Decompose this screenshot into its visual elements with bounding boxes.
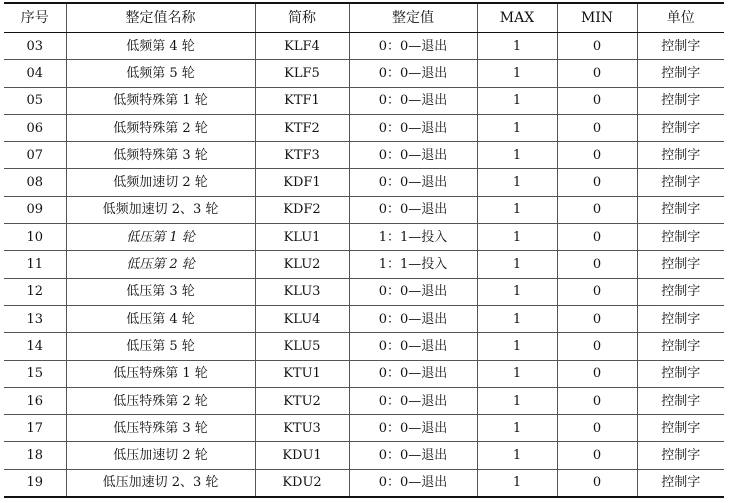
table-row xyxy=(4,224,724,251)
cell-value: 0：0—退出 xyxy=(349,114,477,141)
cell-max: 1 xyxy=(477,387,557,414)
cell-name: 低压特殊第 1 轮 xyxy=(66,360,255,387)
settings-table-container xyxy=(4,2,724,498)
cell-name: 低频特殊第 1 轮 xyxy=(66,87,255,114)
cell-unit: 控制字 xyxy=(637,33,724,60)
cell-name: 低频加速切 2、3 轮 xyxy=(66,196,255,223)
header-name: 整定值名称 xyxy=(66,3,255,33)
header-row xyxy=(4,3,724,33)
cell-abbr: KLU4 xyxy=(255,305,349,332)
cell-max: 1 xyxy=(477,114,557,141)
cell-value: 0：0—退出 xyxy=(349,196,477,223)
cell-unit: 控制字 xyxy=(637,142,724,169)
cell-min: 0 xyxy=(557,360,637,387)
cell-min: 0 xyxy=(557,114,637,141)
cell-value: 0：0—退出 xyxy=(349,60,477,87)
cell-abbr: KLF4 xyxy=(255,33,349,60)
cell-value: 1：1—投入 xyxy=(349,224,477,251)
cell-unit: 控制字 xyxy=(637,87,724,114)
cell-no: 05 xyxy=(4,87,66,114)
cell-unit: 控制字 xyxy=(637,333,724,360)
table-row xyxy=(4,415,724,442)
table-row xyxy=(4,360,724,387)
cell-value: 0：0—退出 xyxy=(349,415,477,442)
cell-no: 04 xyxy=(4,60,66,87)
cell-min: 0 xyxy=(557,251,637,278)
cell-min: 0 xyxy=(557,33,637,60)
cell-name: 低压加速切 2、3 轮 xyxy=(66,469,255,497)
cell-value: 1：1—投入 xyxy=(349,251,477,278)
cell-max: 1 xyxy=(477,87,557,114)
cell-unit: 控制字 xyxy=(637,278,724,305)
cell-unit: 控制字 xyxy=(637,196,724,223)
header-unit: 单位 xyxy=(637,3,724,33)
cell-value: 0：0—退出 xyxy=(349,333,477,360)
cell-unit: 控制字 xyxy=(637,114,724,141)
cell-min: 0 xyxy=(557,333,637,360)
cell-abbr: KTF2 xyxy=(255,114,349,141)
cell-abbr: KDU2 xyxy=(255,469,349,497)
cell-min: 0 xyxy=(557,196,637,223)
header-value: 整定值 xyxy=(349,3,477,33)
cell-value: 0：0—退出 xyxy=(349,387,477,414)
cell-abbr: KLU2 xyxy=(255,251,349,278)
cell-min: 0 xyxy=(557,169,637,196)
cell-min: 0 xyxy=(557,415,637,442)
header-min: MIN xyxy=(557,3,637,33)
cell-min: 0 xyxy=(557,469,637,497)
cell-no: 10 xyxy=(4,224,66,251)
settings-table xyxy=(4,2,724,498)
header-max: MAX xyxy=(477,3,557,33)
cell-min: 0 xyxy=(557,60,637,87)
cell-name: 低频加速切 2 轮 xyxy=(66,169,255,196)
cell-no: 13 xyxy=(4,305,66,332)
cell-name: 低压第 1 轮 xyxy=(66,224,255,251)
cell-abbr: KTF1 xyxy=(255,87,349,114)
cell-name: 低频特殊第 3 轮 xyxy=(66,142,255,169)
cell-name: 低压加速切 2 轮 xyxy=(66,442,255,469)
cell-min: 0 xyxy=(557,278,637,305)
cell-no: 08 xyxy=(4,169,66,196)
cell-no: 11 xyxy=(4,251,66,278)
cell-max: 1 xyxy=(477,33,557,60)
cell-abbr: KLU3 xyxy=(255,278,349,305)
cell-max: 1 xyxy=(477,333,557,360)
cell-abbr: KTU3 xyxy=(255,415,349,442)
cell-max: 1 xyxy=(477,278,557,305)
cell-abbr: KDF1 xyxy=(255,169,349,196)
cell-no: 14 xyxy=(4,333,66,360)
header-abbr: 简称 xyxy=(255,3,349,33)
cell-abbr: KTF3 xyxy=(255,142,349,169)
cell-name: 低频特殊第 2 轮 xyxy=(66,114,255,141)
cell-no: 07 xyxy=(4,142,66,169)
cell-name: 低压第 2 轮 xyxy=(66,251,255,278)
cell-unit: 控制字 xyxy=(637,60,724,87)
cell-no: 16 xyxy=(4,387,66,414)
table-row xyxy=(4,169,724,196)
cell-unit: 控制字 xyxy=(637,360,724,387)
cell-min: 0 xyxy=(557,305,637,332)
cell-abbr: KLU1 xyxy=(255,224,349,251)
cell-min: 0 xyxy=(557,442,637,469)
cell-max: 1 xyxy=(477,415,557,442)
cell-unit: 控制字 xyxy=(637,415,724,442)
cell-value: 0：0—退出 xyxy=(349,278,477,305)
cell-max: 1 xyxy=(477,169,557,196)
cell-abbr: KTU1 xyxy=(255,360,349,387)
cell-no: 17 xyxy=(4,415,66,442)
table-row xyxy=(4,33,724,60)
cell-unit: 控制字 xyxy=(637,251,724,278)
cell-unit: 控制字 xyxy=(637,469,724,497)
cell-abbr: KDU1 xyxy=(255,442,349,469)
cell-abbr: KLF5 xyxy=(255,60,349,87)
cell-unit: 控制字 xyxy=(637,169,724,196)
cell-name: 低压第 4 轮 xyxy=(66,305,255,332)
cell-abbr: KDF2 xyxy=(255,196,349,223)
table-row xyxy=(4,142,724,169)
cell-no: 06 xyxy=(4,114,66,141)
cell-value: 0：0—退出 xyxy=(349,360,477,387)
cell-min: 0 xyxy=(557,87,637,114)
cell-value: 0：0—退出 xyxy=(349,169,477,196)
cell-max: 1 xyxy=(477,305,557,332)
cell-value: 0：0—退出 xyxy=(349,442,477,469)
cell-max: 1 xyxy=(477,442,557,469)
table-body xyxy=(4,33,724,498)
cell-value: 0：0—退出 xyxy=(349,142,477,169)
cell-max: 1 xyxy=(477,251,557,278)
cell-value: 0：0—退出 xyxy=(349,87,477,114)
table-row xyxy=(4,114,724,141)
table-row xyxy=(4,87,724,114)
cell-min: 0 xyxy=(557,387,637,414)
cell-value: 0：0—退出 xyxy=(349,305,477,332)
cell-min: 0 xyxy=(557,142,637,169)
header-no: 序号 xyxy=(4,3,66,33)
cell-max: 1 xyxy=(477,60,557,87)
table-row xyxy=(4,196,724,223)
cell-abbr: KLU5 xyxy=(255,333,349,360)
cell-max: 1 xyxy=(477,224,557,251)
cell-name: 低压第 3 轮 xyxy=(66,278,255,305)
cell-name: 低压特殊第 3 轮 xyxy=(66,415,255,442)
cell-max: 1 xyxy=(477,469,557,497)
cell-abbr: KTU2 xyxy=(255,387,349,414)
cell-name: 低频第 5 轮 xyxy=(66,60,255,87)
cell-unit: 控制字 xyxy=(637,305,724,332)
cell-no: 12 xyxy=(4,278,66,305)
cell-no: 15 xyxy=(4,360,66,387)
cell-name: 低频第 4 轮 xyxy=(66,33,255,60)
cell-min: 0 xyxy=(557,224,637,251)
table-row xyxy=(4,333,724,360)
cell-name: 低压特殊第 2 轮 xyxy=(66,387,255,414)
cell-no: 03 xyxy=(4,33,66,60)
cell-unit: 控制字 xyxy=(637,387,724,414)
cell-no: 09 xyxy=(4,196,66,223)
table-header xyxy=(4,3,724,33)
table-row xyxy=(4,387,724,414)
cell-value: 0：0—退出 xyxy=(349,33,477,60)
table-row xyxy=(4,278,724,305)
table-row xyxy=(4,60,724,87)
table-row xyxy=(4,305,724,332)
cell-no: 18 xyxy=(4,442,66,469)
cell-max: 1 xyxy=(477,360,557,387)
table-row xyxy=(4,251,724,278)
cell-unit: 控制字 xyxy=(637,442,724,469)
table-row xyxy=(4,442,724,469)
cell-value: 0：0—退出 xyxy=(349,469,477,497)
table-row xyxy=(4,469,724,497)
cell-name: 低压第 5 轮 xyxy=(66,333,255,360)
cell-max: 1 xyxy=(477,196,557,223)
cell-unit: 控制字 xyxy=(637,224,724,251)
cell-max: 1 xyxy=(477,142,557,169)
cell-no: 19 xyxy=(4,469,66,497)
